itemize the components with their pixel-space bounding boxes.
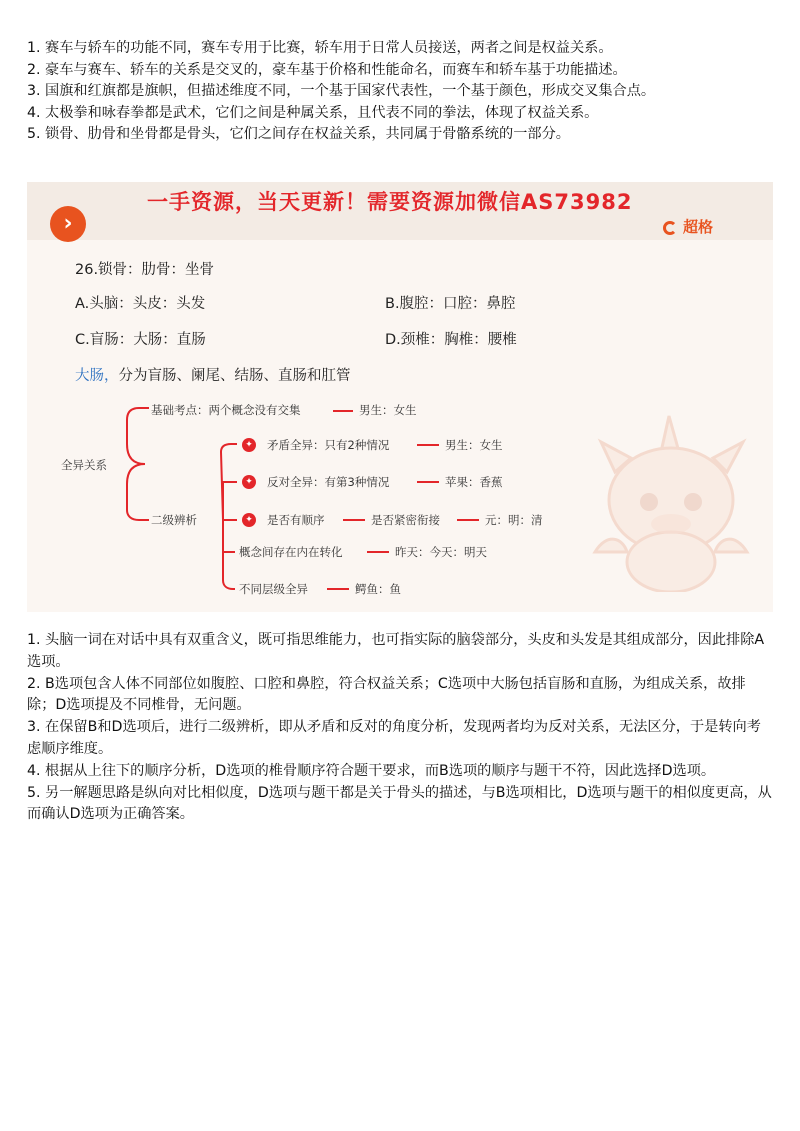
tree-contradict: 矛盾全异：只有2种情况 (267, 438, 390, 452)
top-note-4: 4. 太极拳和咏春拳都是武术，它们之间是种属关系，且代表不同的拳法，体现了权益关系。 (27, 104, 599, 121)
tree-basic-example: 男生：女生 (359, 403, 417, 417)
tree-levels: 不同层级全异 (239, 582, 308, 596)
star-icon: ✦ (242, 475, 256, 489)
option-c: C.盲肠：大肠：直肠 (75, 332, 206, 348)
tree-opposite: 反对全异：有第3种情况 (267, 475, 390, 489)
tree-transform-example: 昨天：今天：明天 (395, 545, 487, 559)
lecture-slide (27, 182, 773, 612)
tree-branch-levels (223, 520, 235, 589)
bottom-note-2: 2. B选项包含人体不同部位如腹腔、口腔和鼻腔，符合权益关系；C选项中大肠包括盲肠和直肠，为组成关系，故排除；D选项提及不同椎骨，无问题。 (27, 675, 746, 714)
tree-branch-transform (223, 520, 235, 552)
tree-order-example: 元：明：清 (485, 513, 543, 527)
tree-transform: 概念间存在内在转化 (239, 545, 343, 559)
top-notes (27, 38, 772, 146)
tree-branch-basic (127, 408, 149, 464)
logo-text: 超格 (683, 218, 714, 236)
bottom-note-4: 4. 根据从上往下的顺序分析，D选项的椎骨顺序符合题干要求，而B选项的顺序与题干不符，因此选择D选项。 (27, 762, 716, 779)
arrow-right-icon: › (50, 206, 86, 242)
tree-second: 二级辨析 (151, 513, 197, 527)
option-b: B.腹腔：口腔：鼻腔 (385, 296, 516, 312)
tree-levels-example: 鳄鱼：鱼 (355, 582, 401, 596)
tree-order-mid: 是否紧密衔接 (371, 513, 440, 527)
tree-contradict-example: 男生：女生 (445, 438, 503, 452)
tree-basic: 基础考点：两个概念没有交集 (151, 403, 301, 417)
top-note-1: 1. 赛车与轿车的功能不同，赛车专用于比赛，轿车用于日常人员接送，两者之间是权益关系。 (27, 40, 613, 56)
bottom-note-3: 3. 在保留B和D选项后，进行二级辨析，即从矛盾和反对的角度分析，发现两者均为反对关系，无法区分，于是转向考虑顺序维度。 (27, 719, 761, 757)
tree-opposite-example: 苹果：香蕉 (445, 475, 503, 489)
top-note-3: 3. 国旗和红旗都是旗帜，但描述维度不同，一个基于国家代表性，一个基于颜色，形成交叉集合点。 (27, 83, 656, 100)
bottom-note-1: 1. 头脑一词在对话中具有双重含义，既可指思维能力，也可指实际的脑袋部分，头皮和头发是其组成部分，因此排除A选项。 (27, 632, 765, 670)
option-a: A.头脑：头皮：头发 (75, 296, 206, 312)
star-icon: ✦ (242, 438, 256, 452)
star-icon: ✦ (242, 513, 256, 527)
tree-order: 是否有顺序 (267, 513, 325, 527)
note-text: 分为盲肠、阑尾、结肠、直肠和肛管 (118, 368, 351, 384)
question-stem: 26.锁骨：肋骨：坐骨 (75, 262, 215, 278)
option-d: D.颈椎：胸椎：腰椎 (385, 332, 517, 348)
tree-root: 全异关系 (61, 458, 107, 472)
bottom-notes (27, 630, 772, 826)
tree-branch-opposite (223, 482, 237, 520)
bottom-note-5: 5. 另一解题思路是纵向对比相似度，D选项与题干都是关于骨头的描述，与B选项相比，D选项与题干的相似度更高，从而确认D选项为正确答案。 (27, 784, 772, 823)
tree-branch-second (127, 464, 149, 520)
unicorn-mascot-icon (587, 412, 757, 592)
slide-banner: 一手资源，当天更新！需要资源加微信AS73982 (147, 190, 633, 214)
note-label: 大肠， (75, 368, 119, 384)
top-note-2: 2. 豪车与赛车、轿车的关系是交叉的，豪车基于价格和性能命名，而赛车和轿车基于功能描述。 (27, 61, 627, 78)
top-note-5: 5. 锁骨、肋骨和坐骨都是骨头，它们之间存在权益关系，共同属于骨骼系统的一部分。 (27, 126, 570, 143)
